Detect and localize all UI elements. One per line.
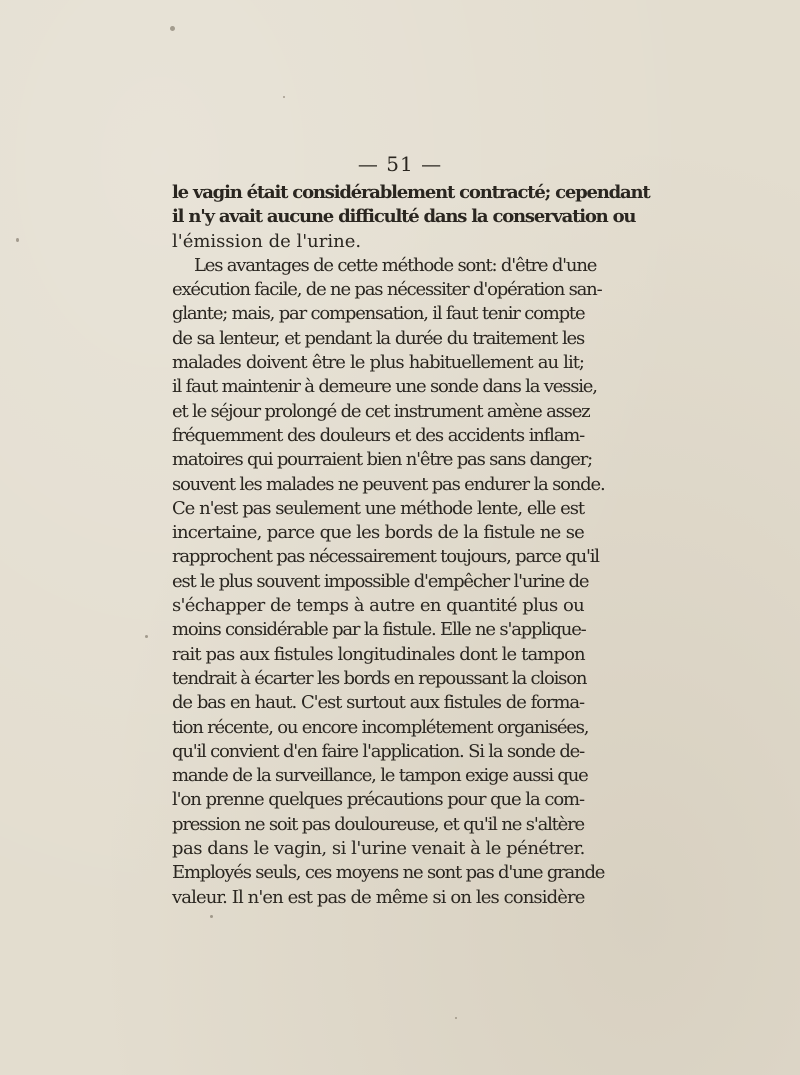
text-line: valeur. Il n'en est pas de même si on les considère [172, 886, 585, 908]
paper-speck [455, 1017, 457, 1019]
text-line: s'échapper de temps à autre en quantité plus ou [172, 595, 584, 617]
text-line: le vagin était considérablement contracté; cependant [172, 182, 650, 203]
text-line: tendrait à écarter les bords en repoussant la cloison [172, 667, 587, 689]
text-line: malades doivent être le plus habituellement au lit; [172, 352, 584, 374]
text-line: l'émission de l'urine. [172, 230, 362, 252]
text-line: exécution facile, de ne pas nécessiter d'opération san- [172, 279, 602, 301]
text-line: matoires qui pourraient bien n'être pas sans danger; [172, 449, 592, 471]
text-line: de sa lenteur, et pendant la durée du traitement les [172, 327, 584, 349]
text-line: pas dans le vagin, si l'urine venait à le pénétrer. [172, 838, 585, 860]
text-line: moins considérable par la fistule. Elle ne s'applique- [172, 619, 586, 641]
text-line: rait pas aux fistules longitudinales dont le tampon [172, 643, 585, 665]
text-line: de bas en haut. C'est surtout aux fistules de forma- [172, 692, 584, 714]
text-line: et le séjour prolongé de cet instrument amène assez [172, 400, 590, 422]
paper-speck [145, 635, 148, 638]
text-line: rapprochent pas nécessairement toujours, parce qu'il [172, 546, 599, 568]
body-text [172, 181, 650, 910]
text-line: tion récente, ou encore incomplétement organisées, [172, 716, 589, 738]
text-line: Ce n'est pas seulement une méthode lente, elle est [172, 497, 584, 519]
text-line: il n'y avait aucune difficulté dans la conservation ou [172, 206, 636, 228]
text-line: il faut maintenir à demeure une sonde dans la vessie, [172, 376, 597, 398]
text-line: l'on prenne quelques précautions pour que la com- [172, 789, 584, 811]
text-line: qu'il convient d'en faire l'application. Si la sonde de- [172, 740, 584, 762]
text-line: incertaine, parce que les bords de la fistule ne se [172, 522, 584, 544]
text-line: souvent les malades ne peuvent pas endurer la sonde. [172, 473, 605, 495]
text-line: est le plus souvent impossible d'empêcher l'urine de [172, 570, 589, 592]
paper-speck [210, 915, 213, 918]
text-line: glante; mais, par compensation, il faut tenir compte [172, 303, 585, 325]
text-line: mande de la surveillance, le tampon exige aussi que [172, 765, 588, 787]
paper-speck [283, 96, 285, 98]
paper-speck [170, 26, 175, 31]
page-number: — 51 — [357, 152, 443, 176]
text-line: pression ne soit pas douloureuse, et qu'il ne s'altère [172, 813, 584, 835]
text-line: fréquemment des douleurs et des accidents inflam- [172, 424, 584, 446]
text-line: Les avantages de cette méthode sont: d'être d'une [194, 254, 597, 276]
text-line: Employés seuls, ces moyens ne sont pas d'une grande [172, 862, 605, 884]
paper-speck [16, 238, 19, 242]
